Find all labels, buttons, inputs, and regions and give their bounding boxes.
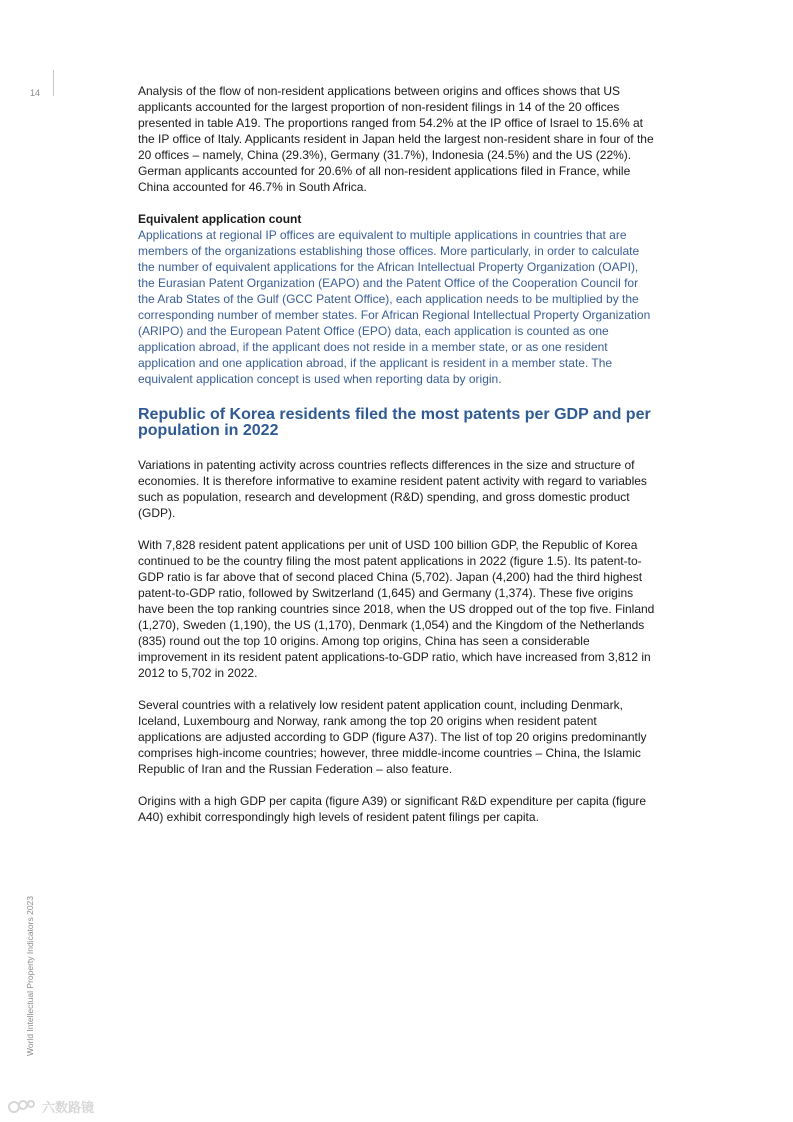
watermark: [8, 1096, 108, 1116]
page-number: 14: [30, 88, 41, 98]
section-paragraph-4: Origins with a high GDP per capita (figure A39) or significant R&D expenditure per capita (figure A40) exhibit correspondingly high levels of resident patent filings per capita.: [138, 794, 647, 824]
main-content: [138, 83, 658, 841]
watermark-text: 六数路镜: [42, 1099, 95, 1115]
section-paragraph-3: Several countries with a relatively low resident patent application count, including Denmark, Iceland, Luxembourg and Norway, rank among the top 20 origins when resident patent applications are adjusted according to GDP (figure A37). The list of top 20 origins predominantly comprises high-income countries; however, three middle-income countries – China, the Islamic Republic of Iran and the Russian Federation – also feature.: [138, 698, 647, 776]
box-title: Equivalent application count: [138, 212, 302, 226]
box-text: Applications at regional IP offices are equivalent to multiple applications in countries that are members of the organizations establishing those offices. More particularly, in order to calculate the number of equivalent applications for the African Intellectual Property Organization (OAPI), the Eurasian Patent Organization (EAPO) and the Patent Office of the Cooperation Council for the Arab States of the Gulf (GCC Patent Office), each application needs to be multiplied by the corresponding number of member states. For African Regional Intellectual Property Organization (ARIPO) and the European Patent Office (EPO) data, each application is counted as one application abroad, if the applicant does not reside in a member state, or as one resident application and one application abroad, if the applicant is resident in a member state. The equivalent application concept is used when reporting data by origin.: [138, 228, 651, 386]
section-heading: Republic of Korea residents filed the most patents per GDP and per population in 2022: [138, 406, 651, 439]
page-number-divider: [53, 70, 54, 96]
publication-side-label: World Intellectual Property Indicators 2023: [25, 895, 35, 1056]
section-paragraph-2: With 7,828 resident patent applications per unit of USD 100 billion GDP, the Republic of Korea continued to be the country filing the most patent applications in 2022 (figure 1.5). Its patent-to-GDP ratio is far above that of second placed China (5,702). Japan (4,200) had the third highest patent-to-GDP ratio, followed by Switzerland (1,645) and Germany (1,374). These five origins have been the top ranking countries since 2018, when the US dropped out of the top five. Finland (1,270), Sweden (1,190), the US (1,170), Denmark (1,054) and the Kingdom of the Netherlands (835) round out the top 10 origins. Among top origins, China has seen a considerable improvement in its resident patent applications-to-GDP ratio, which have increased from 3,812 in 2012 to 5,702 in 2022.: [138, 538, 655, 680]
watermark-logo-icon: [8, 1098, 38, 1114]
section-paragraph-1: Variations in patenting activity across countries reflects differences in the size and structure of economies. It is therefore informative to examine resident patent activity with regard to variables such as population, research and development (R&D) spending, and gross domestic product (GDP).: [138, 458, 647, 520]
equivalent-application-box: [138, 211, 658, 387]
intro-paragraph: Analysis of the flow of non-resident applications between origins and offices shows that US applicants accounted for the largest proportion of non-resident filings in 14 of the 20 offices presented in table A19. The proportions ranged from 54.2% at the IP office of Israel to 15.6% at the IP office of Italy. Applicants resident in Japan held the largest non-resident share in four of the 20 offices – namely, China (29.3%), Germany (31.7%), Indonesia (24.5%) and the US (22%). German applicants accounted for 20.6% of all non-resident applications filed in France, while China accounted for 46.7% in South Africa.: [138, 84, 654, 194]
